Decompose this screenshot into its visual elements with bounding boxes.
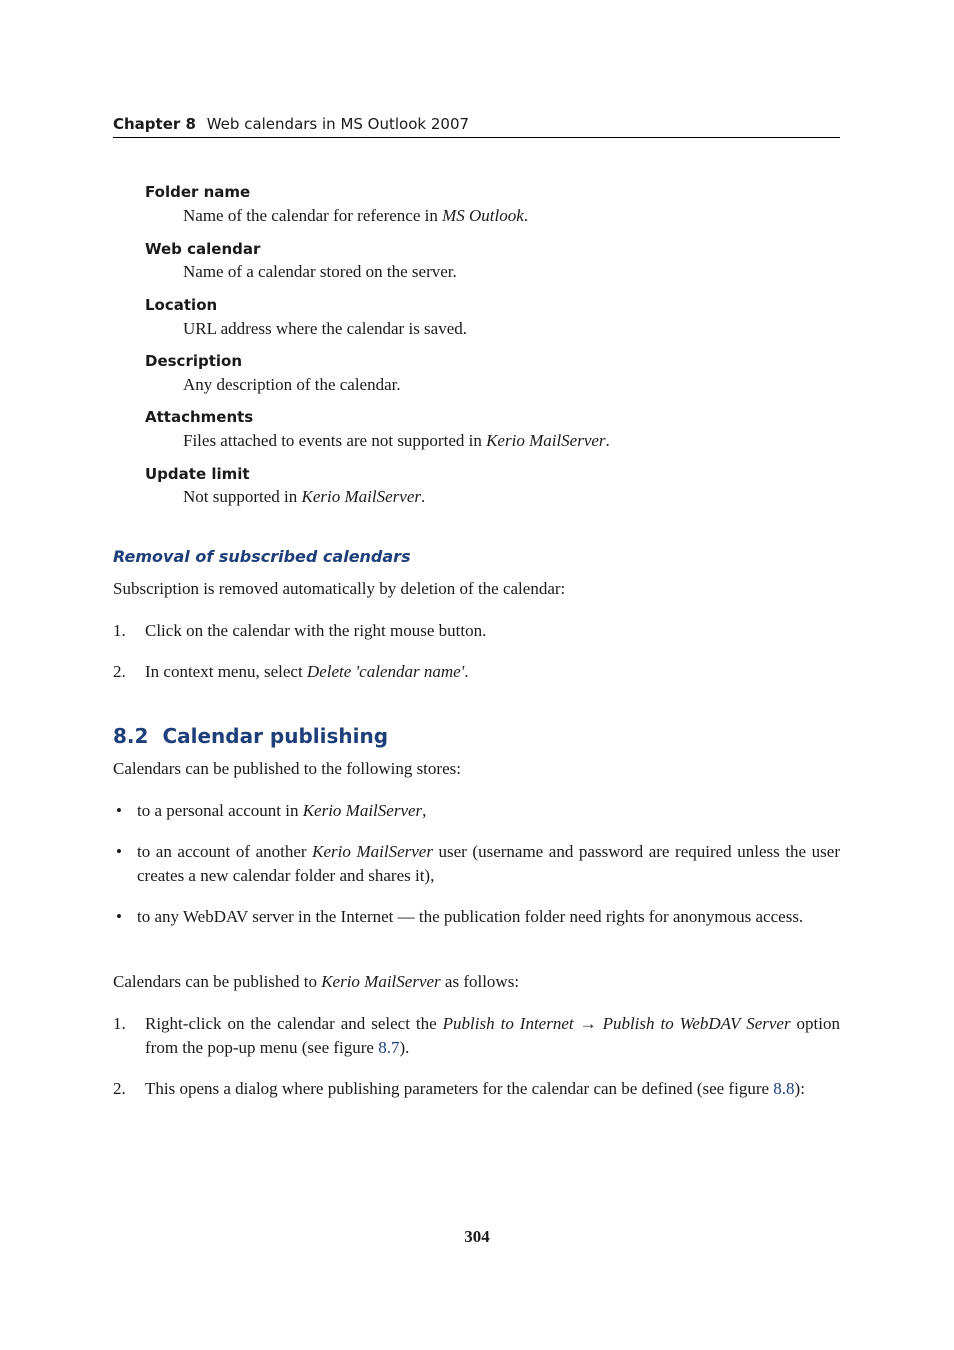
- bullet-marker: •: [116, 801, 122, 820]
- bullet-text: user (username and password are required unless the user creates a new calendar folder and shares it),: [137, 842, 840, 885]
- paragraph: Calendars can be published to the following stores:: [113, 759, 461, 778]
- list-item-text: In context menu, select: [145, 662, 307, 681]
- def-term: Description: [145, 352, 243, 370]
- page-number: 304: [464, 1227, 490, 1246]
- figure-link[interactable]: 8.7: [378, 1038, 400, 1057]
- def-desc-text: Not supported in: [183, 487, 302, 506]
- bullet-item: [137, 905, 840, 929]
- list-item-text: Click on the calendar with the right mouse button.: [145, 621, 487, 640]
- def-desc-text: URL address where the calendar is saved.: [183, 319, 468, 338]
- list-item-emphasis: Delete 'calendar name': [306, 662, 465, 681]
- list-item: [145, 660, 469, 684]
- list-item-text: Right-click on the calendar and select the: [145, 1014, 443, 1033]
- def-term: Folder name: [145, 183, 251, 201]
- paragraph-emphasis: Kerio MailServer: [321, 972, 441, 991]
- bullet-emphasis: Kerio MailServer: [302, 801, 423, 820]
- def-desc-emphasis: MS Outlook: [442, 206, 524, 225]
- def-desc-text: Name of the calendar for reference in: [183, 206, 443, 225]
- def-desc-text: Name of a calendar stored on the server.: [183, 262, 457, 281]
- running-header: [113, 114, 840, 138]
- subsection-heading: Removal of subscribed calendars: [113, 547, 411, 566]
- paragraph-text: as follows:: [440, 972, 520, 991]
- section-number: 8.2: [113, 724, 149, 748]
- def-term: Web calendar: [145, 240, 261, 258]
- arrow-icon: →: [573, 1014, 603, 1033]
- bullet-text: to an account of another: [137, 842, 313, 861]
- list-item-text: .: [464, 662, 469, 681]
- def-desc: [183, 261, 457, 283]
- header-title: Web calendars in MS Outlook 2007: [206, 115, 470, 133]
- def-desc-text: .: [605, 431, 610, 450]
- list-number: 1.: [113, 621, 126, 640]
- list-item: [145, 1077, 840, 1101]
- menu-path-emphasis: Publish to WebDAV Server: [602, 1014, 791, 1033]
- bullet-marker: •: [116, 842, 122, 861]
- def-desc: [183, 486, 425, 508]
- list-item-text: option from the pop-up menu (see figure: [145, 1014, 841, 1057]
- list-item: [145, 619, 486, 643]
- list-number: 1.: [113, 1014, 126, 1033]
- def-term: Attachments: [145, 408, 254, 426]
- def-desc: [183, 430, 610, 452]
- bullet-emphasis: Kerio MailServer: [312, 842, 433, 861]
- list-item-text: ):: [794, 1079, 805, 1098]
- paragraph-text: Calendars can be published to: [113, 972, 322, 991]
- def-desc: [183, 205, 528, 227]
- bullet-item: [137, 840, 840, 888]
- def-desc-text: .: [523, 206, 529, 225]
- def-desc-text: Files attached to events are not supported in: [183, 431, 487, 450]
- bullet-item: [137, 799, 840, 823]
- bullet-marker: •: [116, 907, 122, 926]
- def-desc-emphasis: Kerio MailServer: [486, 431, 606, 450]
- paragraph: [113, 970, 519, 994]
- list-item-text: This opens a dialog where publishing parameters for the calendar can be defined (see figure: [145, 1079, 774, 1098]
- header-chapter: Chapter 8: [113, 115, 196, 133]
- list-number: 2.: [113, 662, 126, 681]
- def-term: Update limit: [145, 465, 250, 483]
- bullet-text: to any WebDAV server in the Internet — the publication folder need rights for anonymous access.: [137, 907, 804, 926]
- def-desc-text: .: [420, 487, 426, 506]
- def-desc: [183, 374, 401, 396]
- menu-path-emphasis: Publish to Internet: [442, 1014, 574, 1033]
- figure-link[interactable]: 8.8: [773, 1079, 795, 1098]
- def-desc-text: Any description of the calendar.: [183, 375, 401, 394]
- list-item-text: ).: [399, 1038, 410, 1057]
- bullet-text: ,: [422, 801, 427, 820]
- def-term: Location: [145, 296, 218, 314]
- section-title: Calendar publishing: [162, 724, 389, 748]
- list-number: 2.: [113, 1079, 126, 1098]
- section-heading: [113, 723, 388, 749]
- def-desc-emphasis: Kerio MailServer: [301, 487, 421, 506]
- bullet-text: to a personal account in: [137, 801, 303, 820]
- list-item: [145, 1012, 840, 1060]
- paragraph: Subscription is removed automatically by deletion of the calendar:: [113, 579, 566, 598]
- def-desc: [183, 318, 467, 340]
